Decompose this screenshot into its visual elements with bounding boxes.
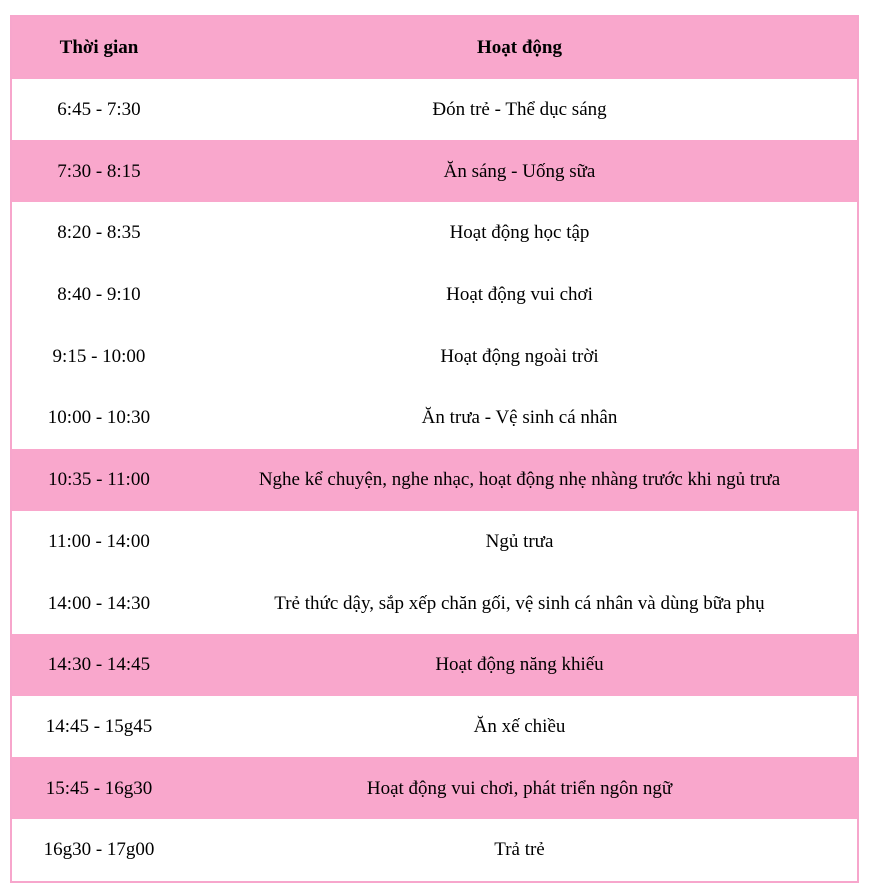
table-row <box>12 325 857 387</box>
header-time: Thời gian <box>59 37 139 59</box>
table-row <box>12 387 857 449</box>
row-time: 8:20 - 8:35 <box>57 222 141 244</box>
row-activity: Ăn xế chiều <box>473 715 566 737</box>
row-activity: Trả trẻ <box>494 839 545 861</box>
row-activity: Hoạt động vui chơi <box>446 284 593 306</box>
row-activity: Ăn sáng - Uống sữa <box>443 160 596 182</box>
table-row <box>12 696 857 758</box>
table-row <box>12 511 857 573</box>
row-time: 15:45 - 16g30 <box>45 777 153 799</box>
row-time: 9:15 - 10:00 <box>52 345 146 367</box>
row-activity: Nghe kể chuyện, nghe nhạc, hoạt động nhẹ nhàng trước khi ngủ trưa <box>258 469 781 491</box>
table-row <box>12 264 857 326</box>
row-time: 11:00 - 14:00 <box>48 530 150 552</box>
row-time: 6:45 - 7:30 <box>57 99 141 121</box>
row-activity: Hoạt động học tập <box>449 222 590 244</box>
table-row <box>12 572 857 634</box>
row-activity: Hoạt động vui chơi, phát triển ngôn ngữ <box>366 777 673 799</box>
row-activity: Ngủ trưa <box>485 530 554 552</box>
row-activity: Đón trẻ - Thể dục sáng <box>432 99 607 121</box>
row-activity: Hoạt động năng khiếu <box>435 654 604 676</box>
row-time: 10:00 - 10:30 <box>47 407 151 429</box>
table-row <box>12 819 857 881</box>
table-row <box>12 202 857 264</box>
row-activity: Hoạt động ngoài trời <box>440 345 599 367</box>
table-row <box>12 634 857 696</box>
row-time: 14:45 - 15g45 <box>45 715 153 737</box>
table-row <box>12 757 857 819</box>
table-row <box>12 140 857 202</box>
row-time: 8:40 - 9:10 <box>57 284 141 306</box>
row-time: 7:30 - 8:15 <box>57 160 141 182</box>
table-row <box>12 79 857 141</box>
row-time: 14:30 - 14:45 <box>47 654 151 676</box>
table-row <box>12 449 857 511</box>
row-time: 14:00 - 14:30 <box>47 592 151 614</box>
header-activity: Hoạt động <box>477 37 562 59</box>
row-activity: Ăn trưa - Vệ sinh cá nhân <box>421 407 618 429</box>
row-time: 10:35 - 11:00 <box>48 469 150 491</box>
schedule-table <box>10 15 859 883</box>
row-activity: Trẻ thức dậy, sắp xếp chăn gối, vệ sinh cá nhân và dùng bữa phụ <box>274 592 765 614</box>
table-header-row <box>12 17 857 79</box>
table-body <box>12 79 857 881</box>
row-time: 16g30 - 17g00 <box>43 839 155 861</box>
